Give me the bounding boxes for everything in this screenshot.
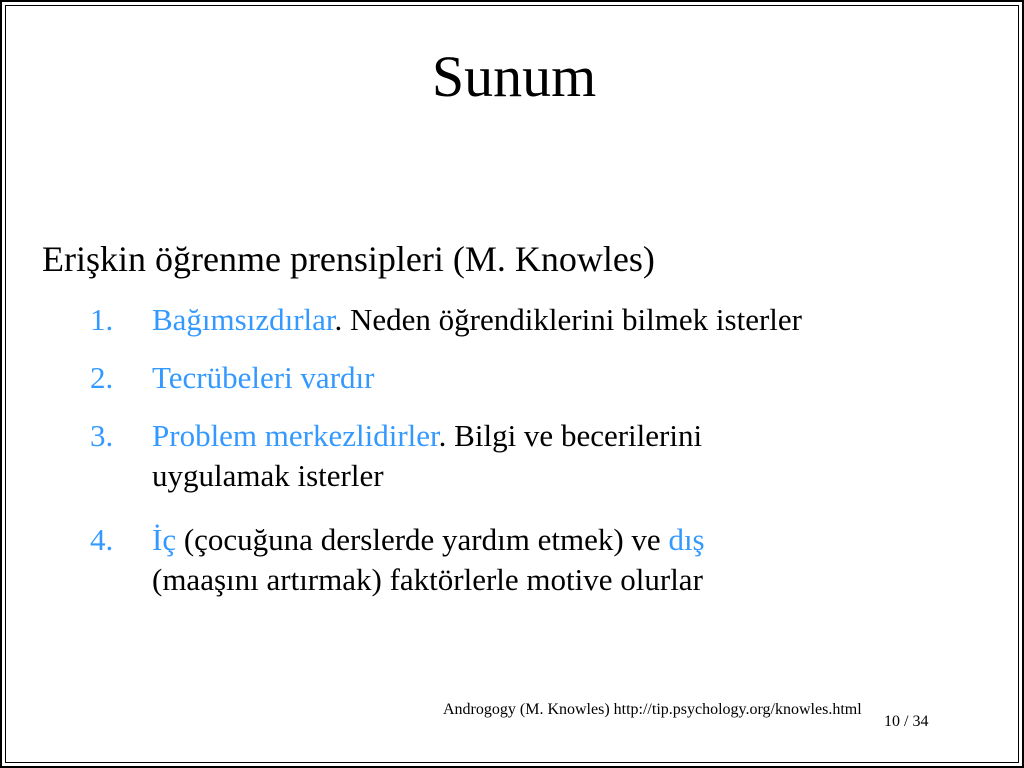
item-text <box>152 358 374 398</box>
page-number: 10 / 34 <box>884 713 929 730</box>
item-keyword-2: dış <box>668 522 705 557</box>
item-detail-line2: (maaşını artırmak) faktörlerle motive olurlar <box>152 562 703 597</box>
item-number: 3. <box>90 418 114 453</box>
item-text <box>152 300 802 340</box>
item-text <box>152 520 705 600</box>
item-detail: . Neden öğrendiklerini bilmek isterler <box>334 302 802 337</box>
item-keyword: İç <box>152 522 177 557</box>
reference-footer: Androgogy (M. Knowles) http://tip.psychology.org/knowles.html <box>443 701 862 718</box>
item-number: 2. <box>90 360 114 395</box>
slide-title: Sunum <box>431 44 597 109</box>
slide-heading: Erişkin öğrenme prensipleri (M. Knowles) <box>42 239 655 279</box>
item-keyword: Tecrübeleri vardır <box>152 360 375 395</box>
item-text <box>152 416 702 496</box>
item-keyword: Bağımsızdırlar <box>152 302 335 337</box>
item-keyword: Problem merkezlidirler <box>152 418 439 453</box>
item-number: 1. <box>90 302 114 337</box>
item-detail: . Bilgi ve becerilerini <box>438 418 703 453</box>
item-detail-line2: uygulamak isterler <box>152 458 384 493</box>
item-number: 4. <box>90 522 114 557</box>
item-detail: (çocuğuna derslerde yardım etmek) ve <box>176 522 669 557</box>
